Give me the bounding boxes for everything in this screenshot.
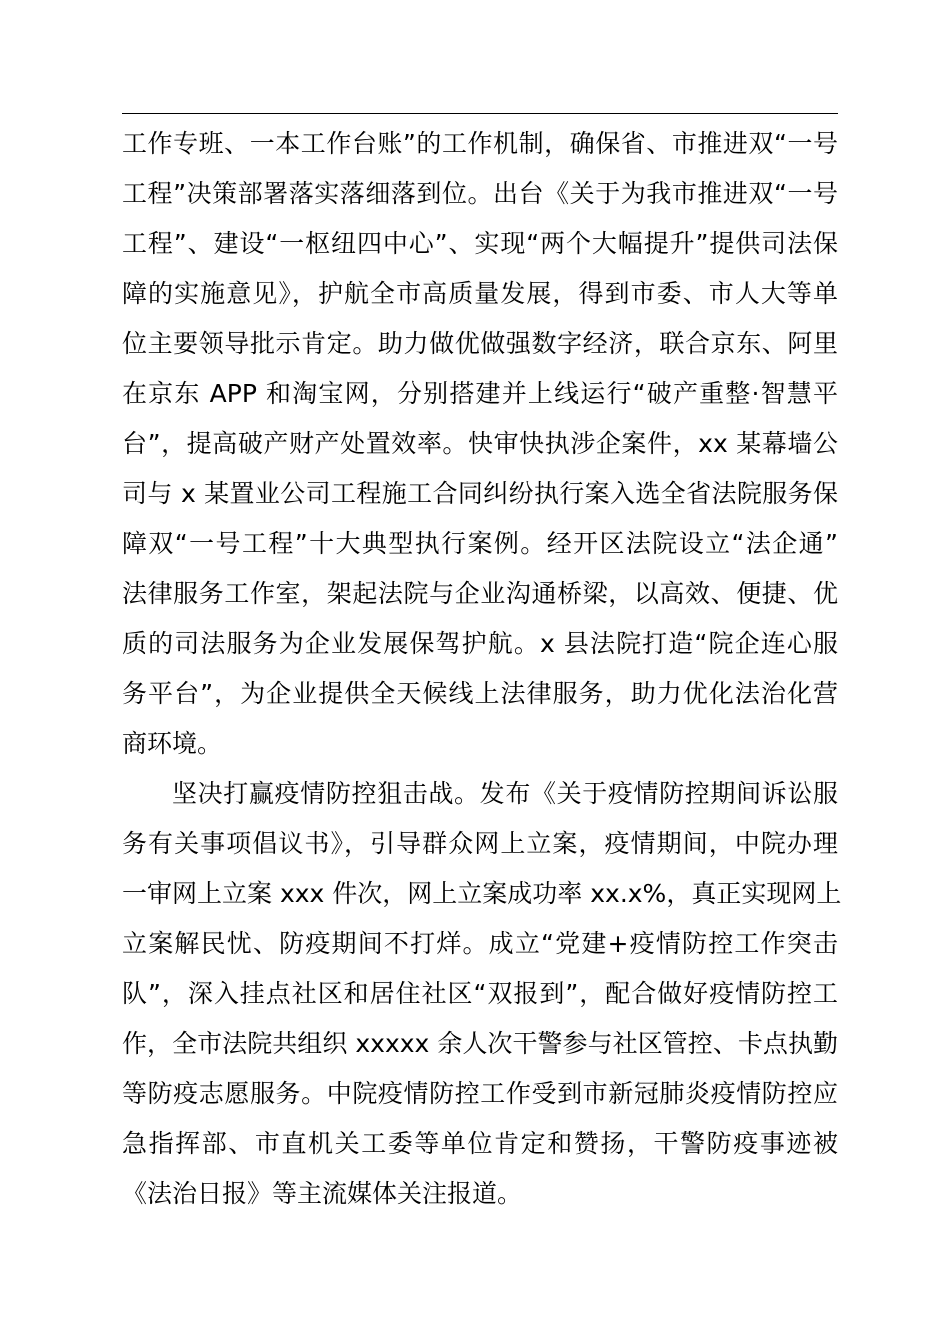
text-line: 立案解民忧、防疫期间不打烊。成立“党建+疫情防控工作突击 [122,929,838,958]
text-line: 作，全市法院共组织 xxxxx 余人次干警参与社区管控、卡点执勤 [122,1029,838,1058]
text-line: 法律服务工作室，架起法院与企业沟通桥梁，以高效、便捷、优 [122,579,838,608]
text-line: 急指挥部、市直机关工委等单位肯定和赞扬，干警防疫事迹被 [122,1129,838,1158]
text-line: 坚决打赢疫情防控狙击战。发布《关于疫情防控期间诉讼服 [172,779,838,808]
text-line: 障双“一号工程”十大典型执行案例。经开区法院设立“法企通” [122,529,838,558]
text-line: 在京东 APP 和淘宝网，分别搭建并上线运行“破产重整·智慧平 [122,379,838,408]
text-line: 台”，提高破产财产处置效率。快审快执涉企案件，xx 某幕墙公 [122,429,838,458]
text-line: 工程”、建设“一枢纽四中心”、实现“两个大幅提升”提供司法保 [122,229,838,258]
text-line: 商环境。 [122,729,223,758]
text-line: 《法治日报》等主流媒体关注报道。 [122,1179,523,1208]
text-line: 队”，深入挂点社区和居住社区“双报到”，配合做好疫情防控工 [122,979,838,1008]
text-line: 位主要领导批示肯定。助力做优做强数字经济，联合京东、阿里 [122,329,838,358]
text-line: 务有关事项倡议书》，引导群众网上立案，疫情期间，中院办理 [122,829,838,858]
header-rule [122,113,838,114]
text-line: 工程”决策部署落实落细落到位。出台《关于为我市推进双“一号 [122,179,838,208]
text-line: 障的实施意见》，护航全市高质量发展，得到市委、市人大等单 [122,279,838,308]
text-line: 质的司法服务为企业发展保驾护航。x 县法院打造“院企连心服 [122,629,838,658]
text-line: 务平台”，为企业提供全天候线上法律服务，助力优化法治化营 [122,679,838,708]
text-line: 一审网上立案 xxx 件次，网上立案成功率 xx.x%，真正实现网上 [122,879,842,908]
text-line: 工作专班、一本工作台账”的工作机制，确保省、市推进双“一号 [122,129,838,158]
text-line: 司与 x 某置业公司工程施工合同纠纷执行案入选全省法院服务保 [122,479,838,508]
text-line: 等防疫志愿服务。中院疫情防控工作受到市新冠肺炎疫情防控应 [122,1079,838,1108]
